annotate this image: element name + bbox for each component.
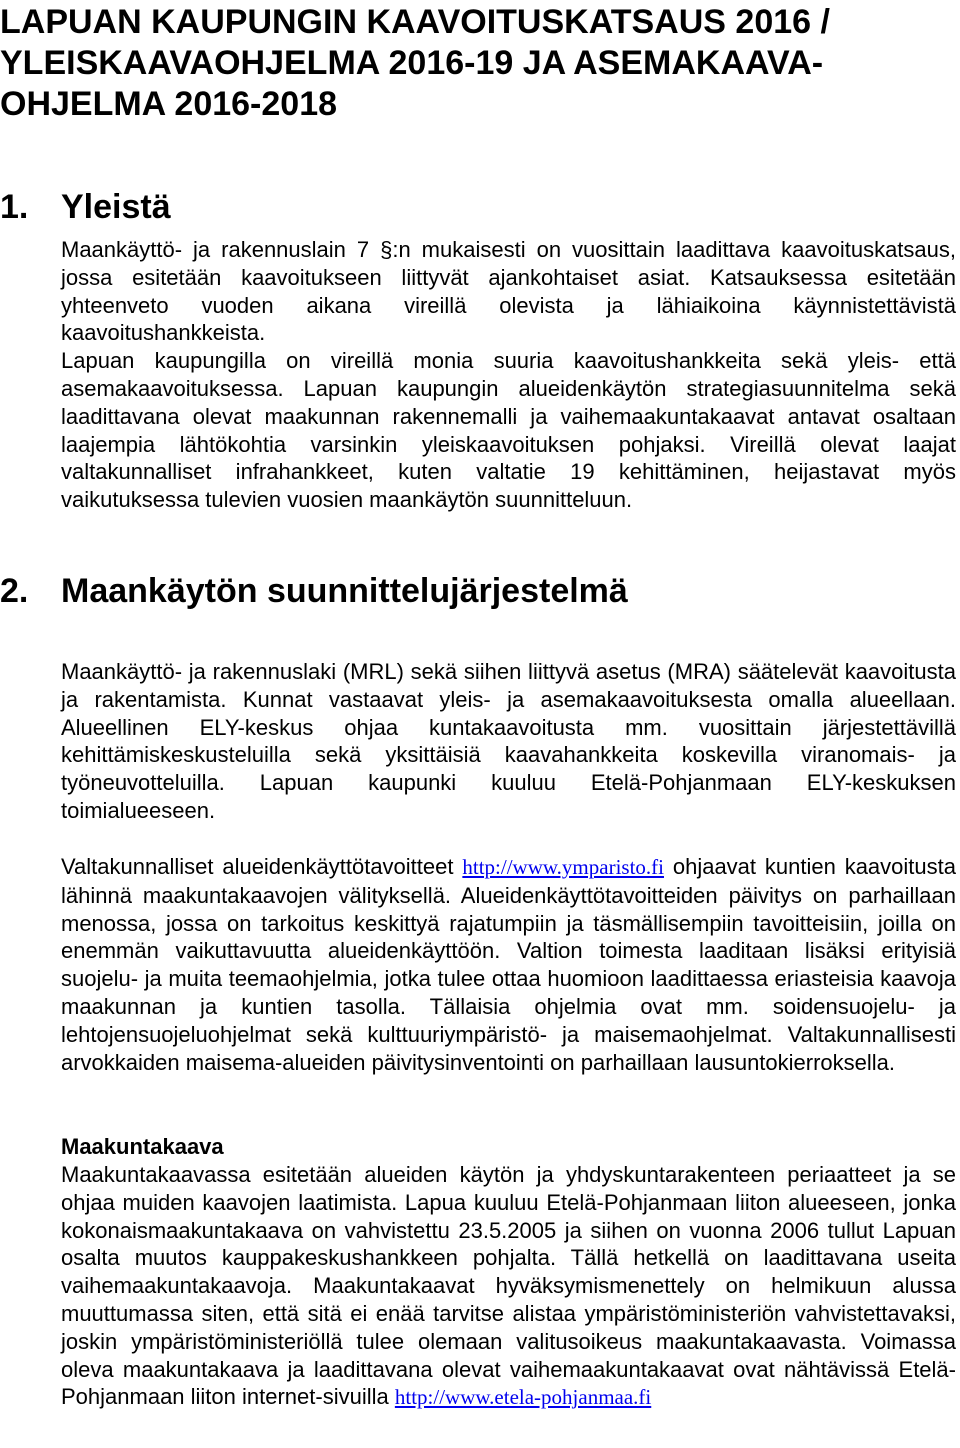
title-line-2: YLEISKAAVAOHJELMA 2016-19 JA ASEMAKAAVA- [0, 44, 824, 82]
paragraph-2-text-end: ohjaavat kuntien kaavoitusta lähinnä maakuntakaavojen välityksellä. Alueidenkäyttötavoitteiden päivitys on parhaillaan menossa, jossa on tarkoitus keskittyä rajatumpiin ja täsmällisempiin tavoitteisiin, joilla on enemmän vaikuttavuutta alueidenkäyttöön. Valtion toimesta laaditaan lisäksi erityisiä suojelu- ja muita teemaohjelmia, jotka tulee ottaa huomioon laadittaessa eriasteisia kaavoja maakunnan ja kuntien tasolla. Tällaisia ohjelmia ovat mm. soidensuojelu- ja lehtojensuojeluohjelmat sekä kulttuuriympäristö- ja maisemaohjelmat. Valtakunnallisesti arvokkaiden maisema-alueiden päivitysinventointi on parhaillaan lausuntokierroksella. [61, 854, 956, 1075]
section-2-heading [0, 571, 628, 612]
maakuntakaava-paragraph-text [61, 1161, 956, 1412]
section-2-paragraph-1 [61, 658, 956, 825]
section-2-number: 2. [0, 572, 29, 610]
section-1-paragraph-1: Maankäyttö- ja rakennuslain 7 §:n mukaisesti on vuosittain laadittava kaavoituskatsaus, jossa esitetään kaavoitukseen liittyvät ajankohtaiset asiat. Katsauksessa esitetään yhteenveto vuoden aikana vireillä olevista ja lähiaikoina käynnistettävistä kaavoitushankkeista. [61, 237, 956, 346]
maakuntakaava-paragraph [61, 1161, 956, 1412]
ymparisto-link[interactable]: http://www.ymparisto.fi [462, 855, 664, 879]
title-line-1: LAPUAN KAUPUNGIN KAAVOITUSKATSAUS 2016 / [0, 3, 830, 41]
section-1-paragraph-2: Lapuan kaupungilla on vireillä monia suuria kaavoitushankkeita sekä yleis- että asemakaavoituksessa. Lapuan kaupungin alueidenkäytön strategiasuunnitelma sekä laadittavana olevat maakunnan rakennemalli ja vaihemaakuntakaavat antavat osaltaan laajempia lähtökohtia varsinkin yleiskaavoituksen pohjaksi. Vireillä olevat laajat valtakunnalliset infrahankkeet, kuten valtatie 19 kehittäminen, heijastavat myös vaikutuksessa tulevien vuosien maankäytön suunnitteluun. [61, 348, 956, 513]
section-1-title: Yleistä [61, 188, 171, 226]
maakuntakaava-heading: Maakuntakaava [61, 1134, 224, 1159]
section-1-body [61, 236, 956, 514]
etela-pohjanmaa-link[interactable]: http://www.etela-pohjanmaa.fi [394, 1385, 652, 1410]
section-1-number: 1. [0, 188, 29, 226]
title-line-3: OHJELMA 2016-2018 [0, 85, 338, 123]
paragraph-2-text-start: Valtakunnalliset alueidenkäyttötavoitteet [61, 854, 463, 879]
section-2-paragraph-2 [61, 853, 956, 1076]
section-2-title: Maankäytön suunnittelujärjestelmä [61, 572, 628, 610]
section-2-paragraph-2-text [61, 853, 956, 1076]
section-2-paragraph-1-text: Maankäyttö- ja rakennuslaki (MRL) sekä siihen liittyvä asetus (MRA) säätelevät kaavoitusta ja rakentamista. Kunnat vastaavat yleis- ja asemakaavoituksesta omalla alueellaan. Alueellinen ELY-keskus ohjaa kuntakaavoitusta mm. vuosittain järjestettävillä kehittämiskeskusteluilla sekä yksittäisiä kaavahankkeita koskevilla viranomais- ja työneuvotteluilla. Lapuan kaupunki kuuluu Etelä-Pohjanmaan ELY-keskuksen toimialueeseen. [61, 659, 956, 823]
section-1-heading [0, 187, 171, 228]
document-title [0, 2, 955, 125]
maakuntakaava-text: Maakuntakaavassa esitetään alueiden käytön ja yhdyskuntarakenteen periaatteet ja se ohjaa muiden kaavojen laatimista. Lapua kuuluu Etelä-Pohjanmaan liiton alueeseen, jonka kokonaismaakuntakaava on vahvistettu 23.5.2005 ja siihen on vuonna 2006 tullut Lapuan osalta muutos kauppakeskushankkeen pohjalta. Tällä hetkellä on laadittavana useita vaihemaakuntakaavoja. Maakuntakaavat hyväksymismenettely on helmikuun alussa muuttumassa siten, että sitä ei enää tarvitse alistaa ympäristöministeriön vahvistettavaksi, joskin ympäristöministeriöllä tulee olemaan valitusoikeus maakuntakaavasta. Voimassa oleva maakuntakaava ja laadittavana olevat vaihemaakuntakaavat ovat nähtävissä Etelä-Pohjanmaan liiton internet-sivuilla [61, 1162, 956, 1410]
